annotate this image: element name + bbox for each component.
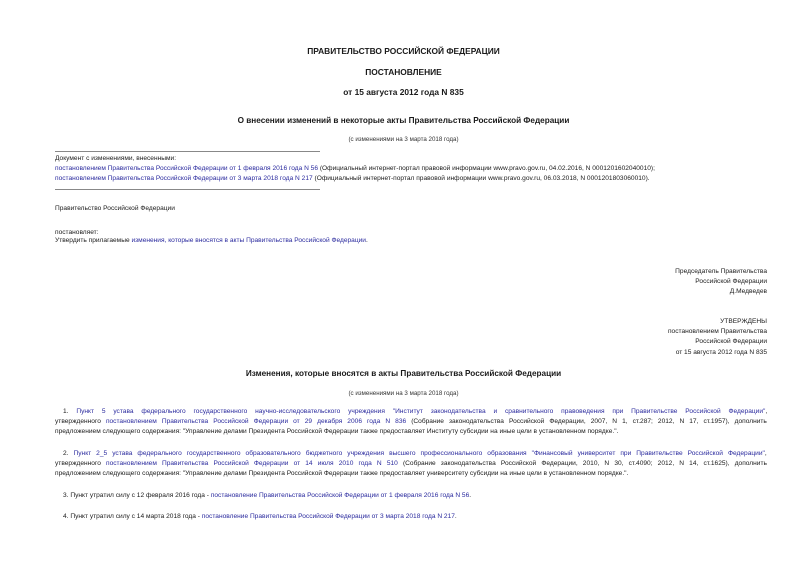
approve-paragraph: Утвердить прилагаемые изменения, которые вносятся в акты Правительства Российской Федерации. xyxy=(55,237,368,244)
p4-repeal-link[interactable]: постановление Правительства Российской Федерации от 3 марта 2018 года N 217 xyxy=(201,513,455,520)
signature-country: Российской Федерации xyxy=(695,278,767,285)
amendment-item xyxy=(55,164,655,174)
amendment-link-2016[interactable]: постановлением Правительства Российской Федерации от 1 февраля 2016 года N 56 xyxy=(55,165,319,172)
amendment-item xyxy=(55,174,650,184)
bottom-divider xyxy=(55,189,320,190)
changes-paragraph-1: 1. Пункт 5 устава федерального государственного научно-исследовательского учреждения "Институт законодательства и сравнительного правоведения при Правительстве Российской Федерации", утвержденного постановлением Правительства Российской Федерации от 29 декабря 2006 года N 836 (Собрание законодательства Российской Федерации, 2007, N 1, ст.287; 2012, N 17, ст.1957), дополнить предложением следующего содержания: "Управление делами Президента Российской Федерации также предоставляет Институту субсидии на иные цели в установленном порядке.". xyxy=(55,408,768,435)
changes-paragraph-4: 4. Пункт утратил силу с 14 марта 2018 года - постановление Правительства Российской Федерации от 3 марта 2018 года N 217. xyxy=(63,513,457,520)
p3-repeal-link[interactable]: постановление Правительства Российской Федерации от 1 февраля 2016 года N 56 xyxy=(210,492,470,499)
top-divider xyxy=(55,151,320,152)
document-date-number: от 15 августа 2012 года N 835 xyxy=(343,87,464,97)
document-title: О внесении изменений в некоторые акты Правительства Российской Федерации xyxy=(237,116,570,125)
approved-by: постановлением Правительства xyxy=(667,328,767,335)
title-note: (с изменениями на 3 марта 2018 года) xyxy=(348,136,459,143)
signature-position: Председатель Правительства xyxy=(675,268,767,275)
changes-paragraph-3: 3. Пункт утратил силу с 12 февраля 2016 года - постановление Правительства Российской Федерации от 1 февраля 2016 года N 56. xyxy=(63,492,472,499)
government-heading: ПРАВИТЕЛЬСТВО РОССИЙСКОЙ ФЕДЕРАЦИИ xyxy=(307,46,500,56)
approved-label: УТВЕРЖДЕНЫ xyxy=(720,318,767,325)
p2-resolution-link[interactable]: постановлением Правительства Российской Федерации от 14 июля 2010 года N 510 xyxy=(106,460,398,467)
amendments-intro: Документ с изменениями, внесенными: xyxy=(55,155,177,162)
p2-charter-link[interactable]: Пункт 2_5 устава федерального государственного образовательного бюджетного учреждения высшего профессионального образования "Финансовый университет при Правительстве Российской Федерации" xyxy=(73,450,765,457)
p1-resolution-link[interactable]: постановлением Правительства Российской Федерации от 29 декабря 2006 года N 836 xyxy=(105,418,407,425)
amendment-source: (Официальный интернет-портал правовой информации www.pravo.gov.ru, 04.02.2016, N 0001201602040010); xyxy=(318,165,655,172)
approved-date: от 15 августа 2012 года N 835 xyxy=(675,349,767,356)
document-type-heading: ПОСТАНОВЛЕНИЕ xyxy=(365,67,442,77)
changes-link[interactable]: изменения, которые вносятся в акты Правительства Российской Федерации xyxy=(131,237,366,244)
amendment-link-2018[interactable]: постановлением Правительства Российской Федерации от 3 марта 2018 года N 217 xyxy=(55,175,313,182)
p1-charter-link[interactable]: Пункт 5 устава федерального государственного научно-исследовательского учреждения "Институт законодательства и сравнительного правоведения при Правительстве Российской Федерации" xyxy=(76,408,766,415)
approved-country: Российской Федерации xyxy=(695,338,767,345)
decides-text: постановляет: xyxy=(55,229,99,236)
changes-note: (с изменениями на 3 марта 2018 года) xyxy=(348,390,459,397)
issuer-text: Правительство Российской Федерации xyxy=(55,205,175,212)
changes-title: Изменения, которые вносятся в акты Правительства Российской Федерации xyxy=(245,369,562,378)
changes-paragraph-2: 2. Пункт 2_5 устава федерального государственного образовательного бюджетного учреждения высшего профессионального образования "Финансовый университет при Правительстве Российской Федерации", утвержденного постановлением Правительства Российской Федерации от 14 июля 2010 года N 510 (Собрание законодательства Российской Федерации, 2010, N 30, ст.4090; 2012, N 14, ст.1625), дополнить предложением следующего содержания: "Управление делами Президента Российской Федерации также предоставляет университету субсидии на иные цели в установленном порядке.". xyxy=(55,450,767,477)
amendment-source: (Официальный интернет-портал правовой информации www.pravo.gov.ru, 06.03.2018, N 0001201803060010). xyxy=(312,175,650,182)
signature-name: Д.Медведев xyxy=(729,288,767,295)
